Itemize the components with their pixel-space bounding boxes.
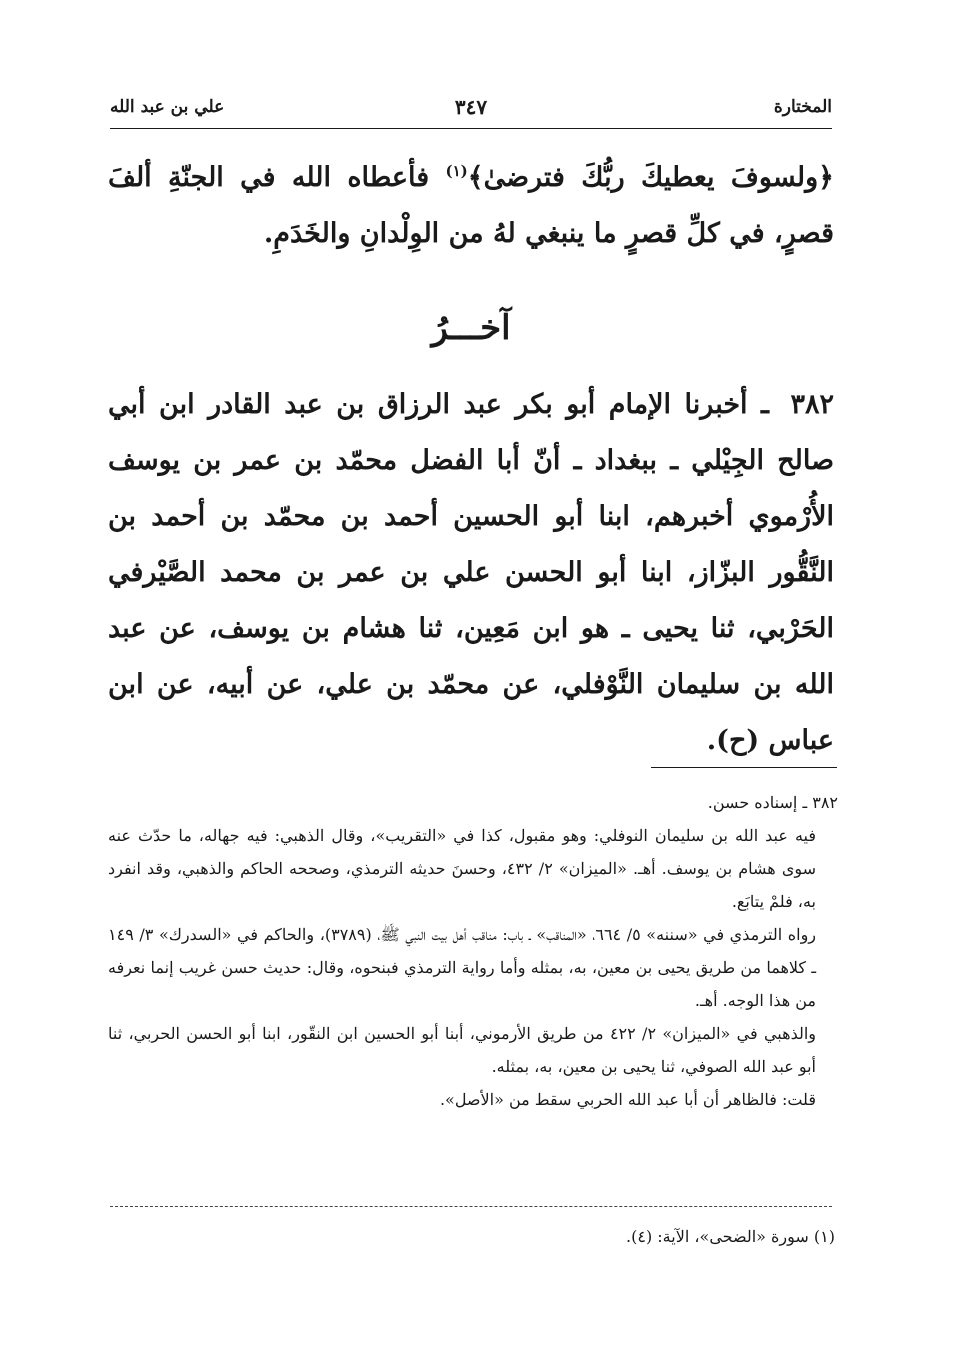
book-title: المختارة bbox=[773, 97, 832, 117]
opening-paragraph-continuation: فأعطاه الله في الجنّةِ ألفَ قصرٍ، في كلِّ قصرٍ ما ينبغي لهُ من الوِلْدانِ والخَدَمِ. bbox=[108, 162, 834, 249]
opening-paragraph-text bbox=[108, 150, 834, 262]
footnote-reference: (١) bbox=[445, 162, 468, 180]
hadith-paragraph bbox=[108, 377, 834, 769]
commentary-notes bbox=[108, 786, 838, 1116]
note-paragraph-2: رواه الترمذي في «سننه» ٥/ ٦٦٤، «المناقب» ـ باب: مناقب أهل بيت النبي ﷺ، (٣٧٨٩)، والحاكم في «السدرك» ٣/ ١٤٩ ـ كلاهما من طريق يحيى بن معين، به، بمثله وأما رواية الترمذي فبنحوه، وقال: حديث حسن غريب إنما نعرفه من هذا الوجه. أهـ. bbox=[108, 925, 817, 1010]
page-number: ٣٤٧ bbox=[454, 95, 488, 119]
hadith-narration bbox=[108, 377, 834, 769]
note-paragraph-1: فيه عبد الله بن سليمان النوفلي: وهو مقبول، كذا في «التقريب»، وقال الذهبي: فيه جهاله، ما حدّث عنه سوى هشام بن يوسف. أهـ. «الميزان» ٢/ ٤٣٢، وحسنَ حديثه الترمذي، وصححه الحاكم والذهبي، وقد انفرد به، فلمْ يتابَع. bbox=[108, 826, 817, 911]
opening-paragraph bbox=[108, 150, 834, 262]
notes-divider bbox=[651, 767, 837, 768]
section-heading: آخـــرُ bbox=[431, 308, 511, 348]
note-paragraph-4: قلت: فالظاهر أن أبا عبد الله الحربي سقط من «الأصل». bbox=[439, 1090, 816, 1109]
footnote: (١) سورة «الضحى»، الآية: (٤). bbox=[626, 1227, 835, 1246]
note-heading: ٣٨٢ ـ إسناده حسن. bbox=[707, 793, 838, 812]
header-divider bbox=[110, 128, 832, 129]
hadith-number: ٣٨٢ bbox=[790, 389, 835, 420]
running-header bbox=[110, 92, 832, 122]
section-title: علي بن عبد الله bbox=[110, 97, 225, 117]
footnote-divider bbox=[110, 1206, 832, 1207]
note-paragraph-3: والذهبي في «الميزان» ٢/ ٤٢٢ من طريق الأرموني، أبنا أبو الحسين ابن النقّور، ابنا أبو الحسن الحربي، ثنا أبو عبد الله الصوفي، ثنا يحيى بن معين، به، بمثله. bbox=[108, 1024, 817, 1076]
hadith-text: ـ أخبرنا الإمام أبو بكر عبد الرزاق بن عبد القادر ابن أبي صالح الجِيْلي ـ ببغداد ـ أنّ أبا الفضل محمّد بن عمر بن يوسف الأُرْموي أخبرهم، ابنا أبو الحسين أحمد بن محمّد بن أحمد بن النَّقُّور البزّاز، ابنا أبو الحسن علي بن عمر بن محمد الصَّيْرفي الحَرْبي، ثنا يحيى ـ هو ابن مَعِين، ثنا هشام بن يوسف، عن عبد الله بن سليمان النَّوْفلي، عن محمّد بن علي، عن أبيه، عن ابن عباس (ح). bbox=[108, 389, 834, 756]
quran-verse: ﴿ولسوفَ يعطيكَ ربُّكَ فترضىٰ﴾ bbox=[467, 162, 834, 193]
